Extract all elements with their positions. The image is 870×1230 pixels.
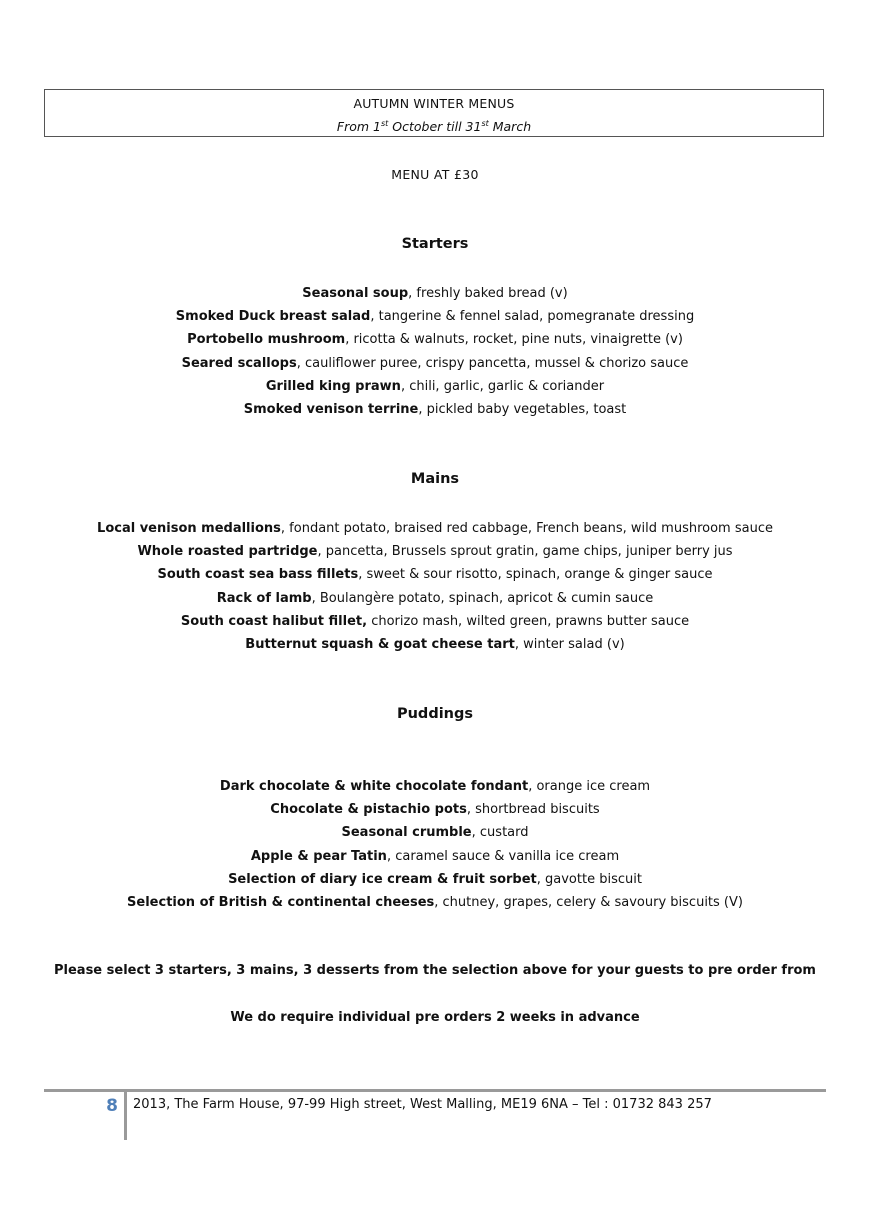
dish-description: , tangerine & fennel salad, pomegranate dressing <box>370 309 695 325</box>
dish-description: , chutney, grapes, celery & savoury biscuits (V) <box>434 894 743 910</box>
list-item <box>0 587 870 610</box>
dish-description: , orange ice cream <box>528 779 651 794</box>
list-item <box>0 375 870 398</box>
menu-title: AUTUMN WINTER MENUS <box>353 96 515 111</box>
list-item <box>0 821 870 844</box>
list-item <box>0 352 870 375</box>
footer-vertical-divider <box>124 1092 127 1140</box>
menu-dates <box>45 119 823 134</box>
list-item <box>0 633 870 656</box>
section-heading-puddings: Puddings <box>396 706 473 722</box>
list-item <box>0 398 870 421</box>
dates-sup-start: st <box>380 119 389 128</box>
dish-description: , winter salad (v) <box>514 636 625 652</box>
selection-note: Please select 3 starters, 3 mains, 3 desserts from the selection above for your guests to pre order from <box>54 963 816 978</box>
dish-description: , chili, garlic, garlic & coriander <box>400 378 605 394</box>
dates-sup-end: st <box>481 119 489 128</box>
advance-note: We do require individual pre orders 2 weeks in advance <box>230 1010 640 1025</box>
page-number: 8 <box>106 1096 118 1116</box>
dish-name: Selection of British & continental cheeses <box>127 894 435 910</box>
dish-description: , pickled baby vegetables, toast <box>418 401 627 417</box>
dish-name: Apple & pear Tatin <box>250 848 387 864</box>
dish-name: Seared scallops <box>181 355 297 371</box>
menu-header-box <box>44 89 824 137</box>
dish-description: , fondant potato, braised red cabbage, French beans, wild mushroom sauce <box>280 521 773 536</box>
menu-price: MENU AT £30 <box>391 167 479 182</box>
starters-list <box>0 282 870 421</box>
section-heading-mains: Mains <box>410 471 460 487</box>
dish-name: Smoked Duck breast salad <box>175 309 371 325</box>
dish-name: Selection of diary ice cream & fruit sorbet <box>228 871 537 887</box>
dish-name: Grilled king prawn <box>265 378 401 394</box>
mains-list <box>0 517 870 656</box>
section-heading-starters: Starters <box>401 236 469 252</box>
footer-address: 2013, The Farm House, 97-99 High street, West Malling, ME19 6NA – Tel : 01732 843 257 <box>133 1097 712 1112</box>
list-item <box>0 563 870 586</box>
dates-prefix: From 1 <box>336 119 381 134</box>
list-item <box>0 868 870 891</box>
list-item <box>0 328 870 351</box>
dish-name: Portobello mushroom <box>187 332 346 348</box>
list-item <box>0 610 870 633</box>
dish-description: , shortbread biscuits <box>466 802 600 818</box>
list-item <box>0 282 870 305</box>
dish-description: , caramel sauce & vanilla ice cream <box>386 848 620 864</box>
dates-suffix: March <box>488 119 532 134</box>
dish-description: chorizo mash, wilted green, prawns butter sauce <box>367 613 690 629</box>
dish-description: , gavotte biscuit <box>536 871 642 887</box>
dish-name: South coast sea bass fillets <box>157 567 359 583</box>
list-item <box>0 517 870 540</box>
dish-description: , ricotta & walnuts, rocket, pine nuts, vinaigrette (v) <box>345 332 683 348</box>
list-item <box>0 540 870 563</box>
dish-description: , custard <box>471 825 529 841</box>
dates-middle: October till 31 <box>388 119 482 134</box>
dish-description: , cauliflower puree, crispy pancetta, mussel & chorizo sauce <box>296 355 689 371</box>
list-item <box>0 775 870 798</box>
dish-description: , Boulangère potato, spinach, apricot & cumin sauce <box>311 590 654 606</box>
dish-name: Dark chocolate & white chocolate fondant <box>219 779 529 794</box>
dish-name: Smoked venison terrine <box>243 401 419 417</box>
list-item <box>0 891 870 914</box>
dish-name: Chocolate & pistachio pots <box>270 802 467 818</box>
dish-description: , pancetta, Brussels sprout gratin, game chips, juniper berry jus <box>317 544 733 560</box>
puddings-list <box>0 775 870 914</box>
dish-name: Local venison medallions <box>97 521 281 536</box>
dish-name: Seasonal crumble <box>341 825 472 841</box>
dish-description: , freshly baked bread (v) <box>408 286 568 301</box>
dish-name: Whole roasted partridge <box>137 544 318 560</box>
list-item <box>0 798 870 821</box>
dish-name: Rack of lamb <box>216 590 312 606</box>
footer-divider <box>44 1089 826 1092</box>
dish-name: Seasonal soup <box>302 286 409 301</box>
dish-name: South coast halibut fillet, <box>180 613 368 629</box>
dish-description: , sweet & sour risotto, spinach, orange & ginger sauce <box>358 567 713 583</box>
dish-name: Butternut squash & goat cheese tart <box>245 636 515 652</box>
list-item <box>0 845 870 868</box>
list-item <box>0 305 870 328</box>
